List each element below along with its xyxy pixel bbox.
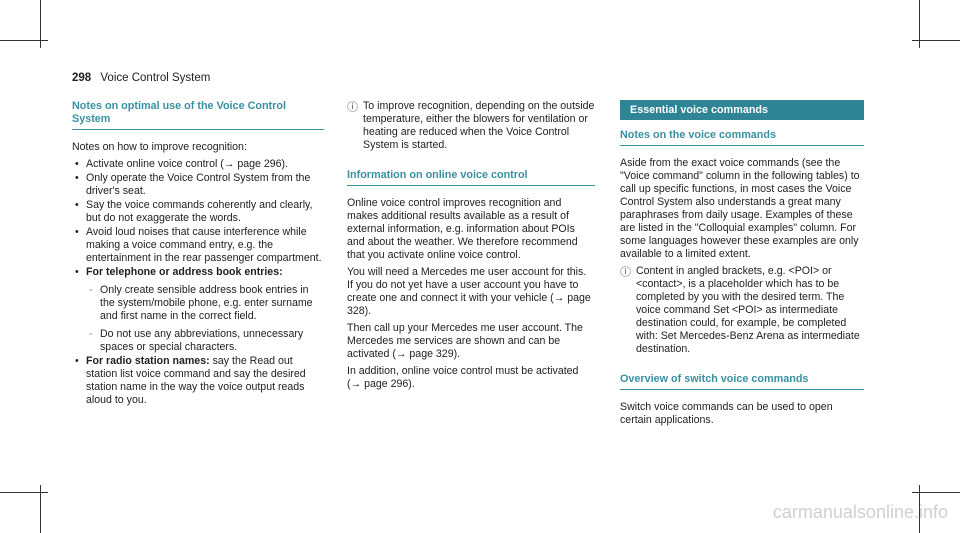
chapter-banner: Essential voice commands bbox=[620, 100, 864, 120]
page-header bbox=[72, 72, 210, 84]
list-item: • Say the voice commands coherently and clearly, but do not exaggerate the words. bbox=[72, 199, 324, 225]
info-note bbox=[347, 100, 595, 152]
paragraph: In addition, online voice control must be activated (→ page 296). bbox=[347, 365, 579, 390]
watermark: carmanualsonline.info bbox=[772, 502, 948, 522]
sub-item: - Only create sensible address book entries in the system/mobile phone, e.g. enter surname and first name in the correct field. bbox=[86, 284, 324, 323]
list-item: • Only operate the Voice Control System from the driver's seat. bbox=[72, 172, 324, 198]
list-item-phone bbox=[72, 266, 324, 354]
info-icon: i bbox=[347, 101, 358, 112]
paragraph: Aside from the exact voice commands (see the "Voice command" column in the following tables) to call up specific functions, in most cases the Voice Control System also understands a great many paraphrases from daily usage. Examples of these are listed in the "Colloquial examples" column. For some languages however these examples are only available to a limited extent. bbox=[620, 157, 860, 260]
paragraph: Switch voice commands can be used to open certain applications. bbox=[620, 401, 833, 426]
list-item: • Activate online voice control (→ page 296). bbox=[72, 158, 324, 171]
column-right bbox=[620, 100, 864, 431]
crop-mark bbox=[0, 492, 48, 493]
bold-label: For radio station names: bbox=[86, 355, 210, 367]
column-middle bbox=[347, 100, 595, 395]
paragraph: Online voice control improves recognition and makes additional results available as a result of external information, e.g. information about POIs and about the weather. We therefore recommend that you activate online voice control. bbox=[347, 197, 578, 261]
page-number: 298 bbox=[72, 72, 92, 84]
section-title-optimal-use: Notes on optimal use of the Voice Control System bbox=[72, 100, 324, 130]
bold-label: For telephone or address book entries: bbox=[86, 266, 283, 278]
note-text: To improve recognition, depending on the outside temperature, either the blowers for ventilation or heating are reduced when the Voice Control System is started. bbox=[363, 100, 595, 151]
info-icon: i bbox=[620, 266, 631, 277]
note-text: Content in angled brackets, e.g. <POI> or <contact>, is a placeholder which has to be completed by you with the desired term. The voice command Set <POI> as intermediate destination could, for example, be completed with: Set Mercedes-Benz Arena as intermediate destination. bbox=[636, 265, 860, 355]
intro-text: Notes on how to improve recognition: bbox=[72, 141, 247, 153]
list-item-radio bbox=[72, 355, 324, 407]
radio-text: say the Read out station list voice command and say the desired station name in the way the voice output reads aloud to you. bbox=[86, 355, 306, 406]
column-left bbox=[72, 100, 324, 407]
crop-mark bbox=[0, 40, 48, 41]
section-title-online: Information on online voice control bbox=[347, 169, 595, 186]
list-item: • Avoid loud noises that cause interference while making a voice command entry, e.g. the entertainment in the rear passenger compartment. bbox=[72, 226, 324, 265]
paragraph: You will need a Mercedes me user account for this. If you do not yet have a user account you have to create one and connect it with your vehicle (→ page 328). bbox=[347, 266, 591, 317]
paragraph: Then call up your Mercedes me user account. The Mercedes me services are shown and can be activated (→ page 329). bbox=[347, 322, 583, 360]
section-title-switch: Overview of switch voice commands bbox=[620, 373, 864, 390]
info-note bbox=[620, 265, 864, 356]
section-title-notes: Notes on the voice commands bbox=[620, 129, 864, 146]
crop-mark bbox=[912, 492, 960, 493]
crop-mark bbox=[912, 40, 960, 41]
running-title: Voice Control System bbox=[100, 72, 211, 84]
sub-item: - Do not use any abbreviations, unnecessary spaces or special characters. bbox=[86, 328, 324, 354]
